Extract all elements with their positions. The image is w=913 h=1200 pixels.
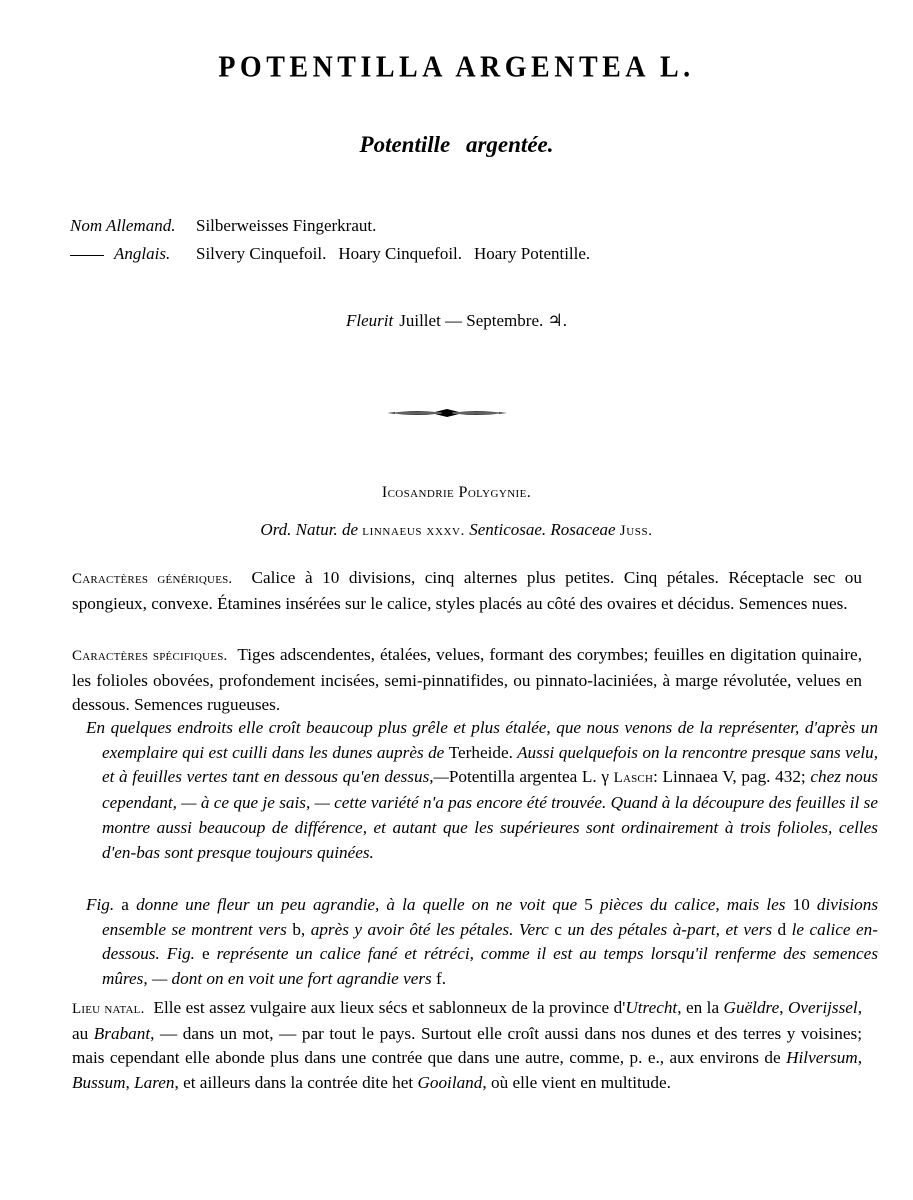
fig-text-5: un des pétales à-part, et vers [567,919,773,939]
specific-characters-paragraph [72,643,862,718]
lieu-text-7: , [125,1073,130,1093]
note-variety: Potentilla argentea L. γ [448,767,609,787]
place-brabant: Brabant [93,1023,151,1043]
fig-label-2: Fig. [166,944,195,964]
flowering-value: Juillet — Septembre. ♃. [399,311,567,330]
fig-text-2: pièces du calice, mais les [599,895,786,914]
german-name-value: Silberweisses Fingerkraut. [196,216,377,235]
generic-text: Calice à 10 divisions, cinq alternes plus petites. Cinq pétales. Réceptacle sec ou spongieux, convexe. Étamines insérées sur le calice, styles placés au côté des ovaires et décidus. Semences nues. [72,568,862,613]
generic-label: Caractères génériques. [72,571,233,587]
order-author: linnaeus xxxv. [362,523,465,539]
lieu-label: Lieu natal. [72,1001,145,1017]
lieu-text-2: , en la [677,998,720,1017]
ditto-dash [70,255,104,256]
generic-characters-paragraph [72,566,862,616]
specific-label: Caractères spécifiques. [72,648,228,664]
english-name-2: Hoary Cinquefoil. [338,244,463,263]
order-prefix: Ord. Natur. de [260,520,359,539]
fig-text-4: après y avoir ôté les pétales. Verc [310,919,549,939]
page-subtitle: Potentille argentée. [359,132,554,157]
lieu-text-1: Elle est assez vulgaire aux lieux sécs et sablonneux de la province d' [153,998,626,1017]
lieu-text-6: , [857,1048,863,1068]
place-gueldre: Guëldre [723,998,780,1017]
place-overijssel: Overijssel [788,998,858,1017]
flowering-line [0,311,913,331]
specific-text: Tiges adscendentes, étalées, velues, formant des corymbes; feuilles en digitation quinaire, les folioles obovées, profondement incisées, semi-pinnatifides, ou pinnato-laciniées, à marge révolutée, velues en dessous. Semences rugueuses. [72,645,862,715]
linnaean-class: Icosandrie Polygynie. [381,484,532,501]
lieu-text-4: , au [72,998,862,1043]
english-name-label: Anglais. [114,244,171,263]
place-gooiland: Gooiland [417,1073,483,1093]
fig-number-5: 5 [584,895,593,914]
fig-text-3: divisions ensemble se montrent vers [102,895,879,939]
fig-number-10: 10 [792,895,810,914]
english-name-1: Silvery Cinquefoil. [196,244,327,263]
place-laren: Laren [134,1073,175,1093]
place-utrecht: Utrecht [625,998,678,1017]
fig-text-7: représente un calice fané et rétréci, comme il est au temps lorsqu'il renferme des semences mûres, — dont on en voit une fort agrandie vers [102,944,879,989]
english-name-line [70,240,590,268]
lieu-text-8: , et ailleurs dans la contrée dite het [174,1073,414,1093]
figure-explanation-paragraph [86,893,878,992]
german-name-line [70,212,590,240]
natural-order-line [0,520,913,540]
note-reference: : Linnaea V, pag. 432; [653,767,806,787]
place-bussum: Bussum [72,1073,126,1093]
order-author-2: Juss. [619,523,653,539]
flowering-label: Fleurit [346,311,394,330]
fig-letter-e: e [201,944,210,964]
note-text-2: Aussi quelquefois on la rencontre presque sans velu, et à feuilles vertes tant en dessous qu'en dessus,— [102,742,879,787]
ornament-divider-icon [385,405,509,424]
note-text-1: En quelques endroits elle croît beaucoup plus grêle et plus étalée, que nous venons de la représenter, d'après un exemplaire qui est cuilli dans les dunes auprès de [86,718,878,762]
order-family-1: Senticosae. [469,520,547,539]
note-place: Terheide. [448,742,513,762]
fig-letter-b: b, [292,919,306,939]
english-name-3: Hoary Potentille. [474,244,591,263]
fig-label-1: Fig. [86,895,115,914]
order-family-2: Rosaceae [550,520,616,539]
fig-letter-d: d [777,919,787,939]
fig-letter-f: f. [436,969,447,989]
native-locality-paragraph [72,996,862,1096]
fig-text-6: le calice en-dessous. [102,919,879,964]
page-title: POTENTILLA ARGENTEA L. [218,50,695,85]
note-author: Lasch [613,770,654,787]
fig-letter-a: a [121,895,129,914]
fig-letter-c: c [554,919,562,939]
lieu-text-9: , où elle vient en multitude. [482,1073,671,1093]
lieu-text-5: , — dans un mot, — par tout le pays. Surtout elle croît aussi dans nos dunes et des terres y voisines; mais cependant elle abonde plus dans une contrée que dans une autre, comme, p. e., aux environs de [72,1023,862,1068]
place-hilversum: Hilversum [786,1048,858,1068]
german-name-label: Nom Allemand. [70,216,176,235]
variety-note-paragraph [86,716,878,865]
note-text-3: chez nous cependant, — à ce que je sais, — cette variété n'a pas encore été trouvée. Quand à la découpure des feuilles il se montre aussi beaucoup de différence, et autant que les supérieures sont ordinairement à trois folioles, celles d'en-bas sont presque toujours quinées. [102,767,879,862]
fig-text-1: donne une fleur un peu agrandie, à la quelle on ne voit que [136,895,578,914]
lieu-text-3: , [779,998,784,1017]
common-names [70,212,590,268]
